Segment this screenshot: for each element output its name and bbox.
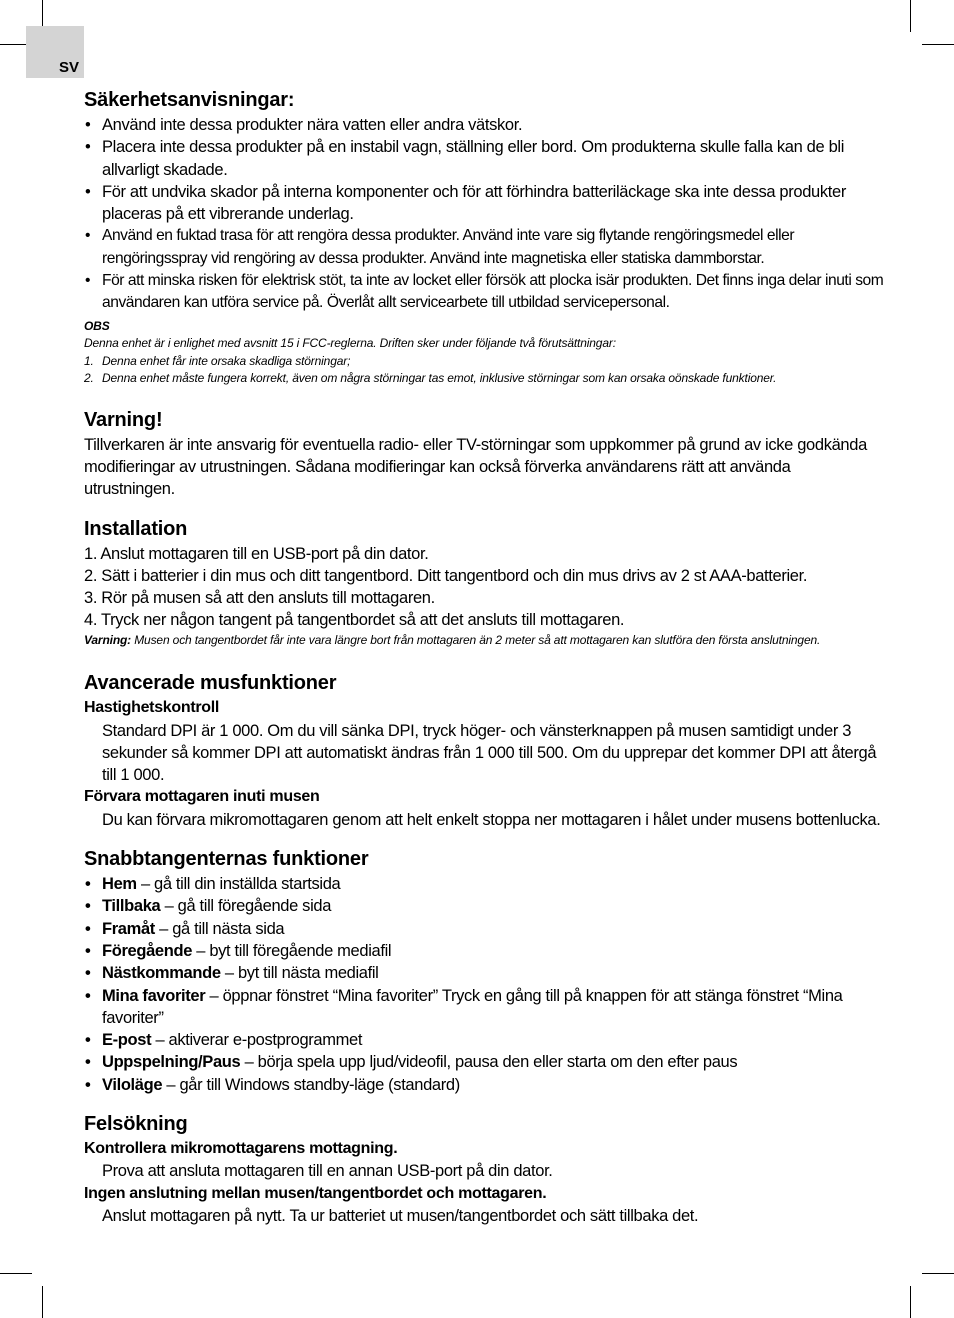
crop-mark [922,44,954,45]
installation-section [84,515,884,650]
hotkey-desc: – aktiverar e-postprogrammet [151,1031,363,1050]
language-tab [26,26,84,78]
list-item-text: Använd en fuktad trasa för att rengöra dessa produkter. Använd inte vare sig flytande rengöringsmedel eller rengöringsspray vid rengöring av dessa produkter. Använd inte magnetiska eller statiska dammborstar. [102,227,795,267]
hotkey-desc: – gå till nästa sida [154,919,285,938]
hotkey-desc: – byt till nästa mediafil [220,964,379,983]
mouse-title: Avancerade musfunktioner [84,672,337,695]
list-item [84,895,884,917]
list-item [84,1051,884,1073]
hotkeys-section [84,845,884,1096]
troubleshooting-question: Kontrollera mikromottagarens mottagning. [84,1140,398,1157]
hotkey-desc: – gå till din inställda startsida [136,875,341,894]
warning-title: Varning! [84,408,163,431]
safety-section [84,86,884,388]
hotkey-name: Föregående [102,941,193,960]
installation-note-text: Musen och tangentbordet får inte vara längre bort från mottagaren än 2 meter så att mottagaren kan slutföra den första anslutningen. [131,632,821,647]
hotkey-name: Uppspelning/Paus [102,1053,241,1072]
list-item-text: Använd inte dessa produkter nära vatten eller andra vätskor. [102,116,523,134]
speed-text: Standard DPI är 1 000. Om du vill sänka DPI, tryck höger- och vänsterknappen på musen samtidigt under 3 sekunder så kommer DPI att automatiskt ändras från 1 000 till 500. Om du upprepar det kommer DPI att återgå till 1 000. [102,721,877,785]
hotkey-name: Mina favoriter [102,986,206,1005]
installation-step: 2. Sätt i batterier i din mus och ditt tangentbord. Ditt tangentbord och din mus drivs av 2 st AAA-batterier. [84,566,808,585]
obs-label: OBS [84,318,110,333]
installation-step: 1. Anslut mottagaren till en USB-port på din dator. [84,544,429,563]
hotkey-desc: – öppnar fönstret “Mina favoriter” Tryck en gång till på knappen för att stänga fönstret “Mina favoriter” [102,986,843,1027]
obs-item-text: Denna enhet får inte orsaka skadliga störningar; [102,353,351,368]
store-title: Förvara mottagaren inuti musen [84,788,320,806]
list-item [84,873,884,895]
bullet: • [85,964,91,983]
bullet: • [85,919,91,938]
bullet: • [85,986,91,1005]
list-item [84,181,884,226]
obs-item [84,353,884,371]
hotkey-name: Tillbaka [102,897,161,916]
list-item [84,985,884,1030]
warning-section [84,406,884,501]
bullet: • [85,1053,91,1072]
warning-text: Tillverkaren är inte ansvarig för eventuella radio- eller TV-störningar som uppkommer på grund av icke godkända modifieringar av utrustningen. Sådana modifieringar kan också förverka användarens rätt att använda utrustningen. [84,435,867,499]
page-content [84,86,884,1243]
list-item [84,940,884,962]
hotkeys-title: Snabbtangenternas funktioner [84,848,369,871]
hotkey-desc: – byt till föregående mediafil [192,941,392,960]
hotkey-name: Viloläge [102,1075,163,1094]
troubleshooting-answer: Prova att ansluta mottagaren till en annan USB-port på din dator. [102,1162,553,1181]
bullet: • [85,941,91,960]
list-item [84,270,884,315]
list-item [84,114,884,136]
list-item [84,918,884,940]
list-item [84,136,884,181]
crop-mark [910,0,911,32]
safety-title: Säkerhetsanvisningar: [84,89,295,111]
installation-step: 3. Rör på musen så att den ansluts till mottagaren. [84,589,435,608]
mouse-section [84,669,884,831]
crop-mark [0,1273,32,1274]
crop-mark [922,1273,954,1274]
installation-note [84,632,884,650]
bullet: • [85,875,91,894]
list-item-text: För att undvika skador på interna komponenter och för att förhindra batteriläckage ska inte dessa produkter placeras på ett vibrerande underlag. [102,182,846,224]
store-text: Du kan förvara mikromottagaren genom att helt enkelt stoppa ner mottagaren i hålet under musens bottenlucka. [102,810,881,829]
crop-mark [42,1286,43,1318]
hotkey-name: Nästkommande [102,964,221,983]
list-item [84,962,884,984]
hotkey-name: E-post [102,1031,152,1050]
troubleshooting-question: Ingen anslutning mellan musen/tangentbordet och mottagaren. [84,1184,547,1202]
obs-item-number: 1. [84,353,94,368]
troubleshooting-section [84,1110,884,1227]
obs-item [84,370,884,388]
troubleshooting-answer: Anslut mottagaren på nytt. Ta ur batteriet ut musen/tangentbordet och sätt tillbaka det. [102,1206,699,1225]
installation-step: 4. Tryck ner någon tangent på tangentbordet så att det ansluts till mottagaren. [84,611,625,630]
crop-mark [910,1286,911,1318]
speed-title: Hastighetskontroll [84,699,220,717]
bullet: • [85,272,91,290]
hotkey-desc: – går till Windows standby-läge (standard) [162,1075,460,1094]
language-label: SV [59,59,80,76]
installation-note-label: Varning: [84,632,132,647]
bullet: • [85,897,91,916]
obs-text: Denna enhet är i enlighet med avsnitt 15 i FCC-reglerna. Driften sker under följande två förutsättningar: [84,336,616,351]
list-item [84,225,884,270]
bullet: • [85,227,91,245]
hotkey-desc: – börja spela upp ljud/videofil, pausa den eller starta om den efter paus [240,1053,738,1072]
bullet: • [85,116,91,134]
list-item [84,1074,884,1096]
bullet: • [85,138,91,157]
troubleshooting-title: Felsökning [84,1113,188,1135]
hotkey-desc: – gå till föregående sida [160,897,332,916]
bullet: • [85,1075,91,1094]
list-item [84,1029,884,1051]
safety-list [84,114,884,315]
list-item-text: För att minska risken för elektrisk stöt, ta inte av locket eller försök att plocka isär produkten. Det finns inga delar inuti som användaren kan utföra service på. Överlåt allt servicearbete till utbildad servicepersonal. [102,272,884,312]
hotkey-name: Hem [102,875,137,894]
obs-item-number: 2. [84,371,94,386]
list-item-text: Placera inte dessa produkter på en instabil vagn, ställning eller bord. Om produkterna skulle falla kan de bli allvarligt skadade. [102,138,845,179]
installation-title: Installation [84,517,188,540]
hotkeys-list [84,873,884,1096]
obs-item-text: Denna enhet måste fungera korrekt, även om några störningar tas emot, inklusive störningar som kan orsaka oönskade funktioner. [102,371,777,386]
bullet: • [85,1031,91,1050]
bullet: • [85,182,91,201]
hotkey-name: Framåt [102,919,155,938]
